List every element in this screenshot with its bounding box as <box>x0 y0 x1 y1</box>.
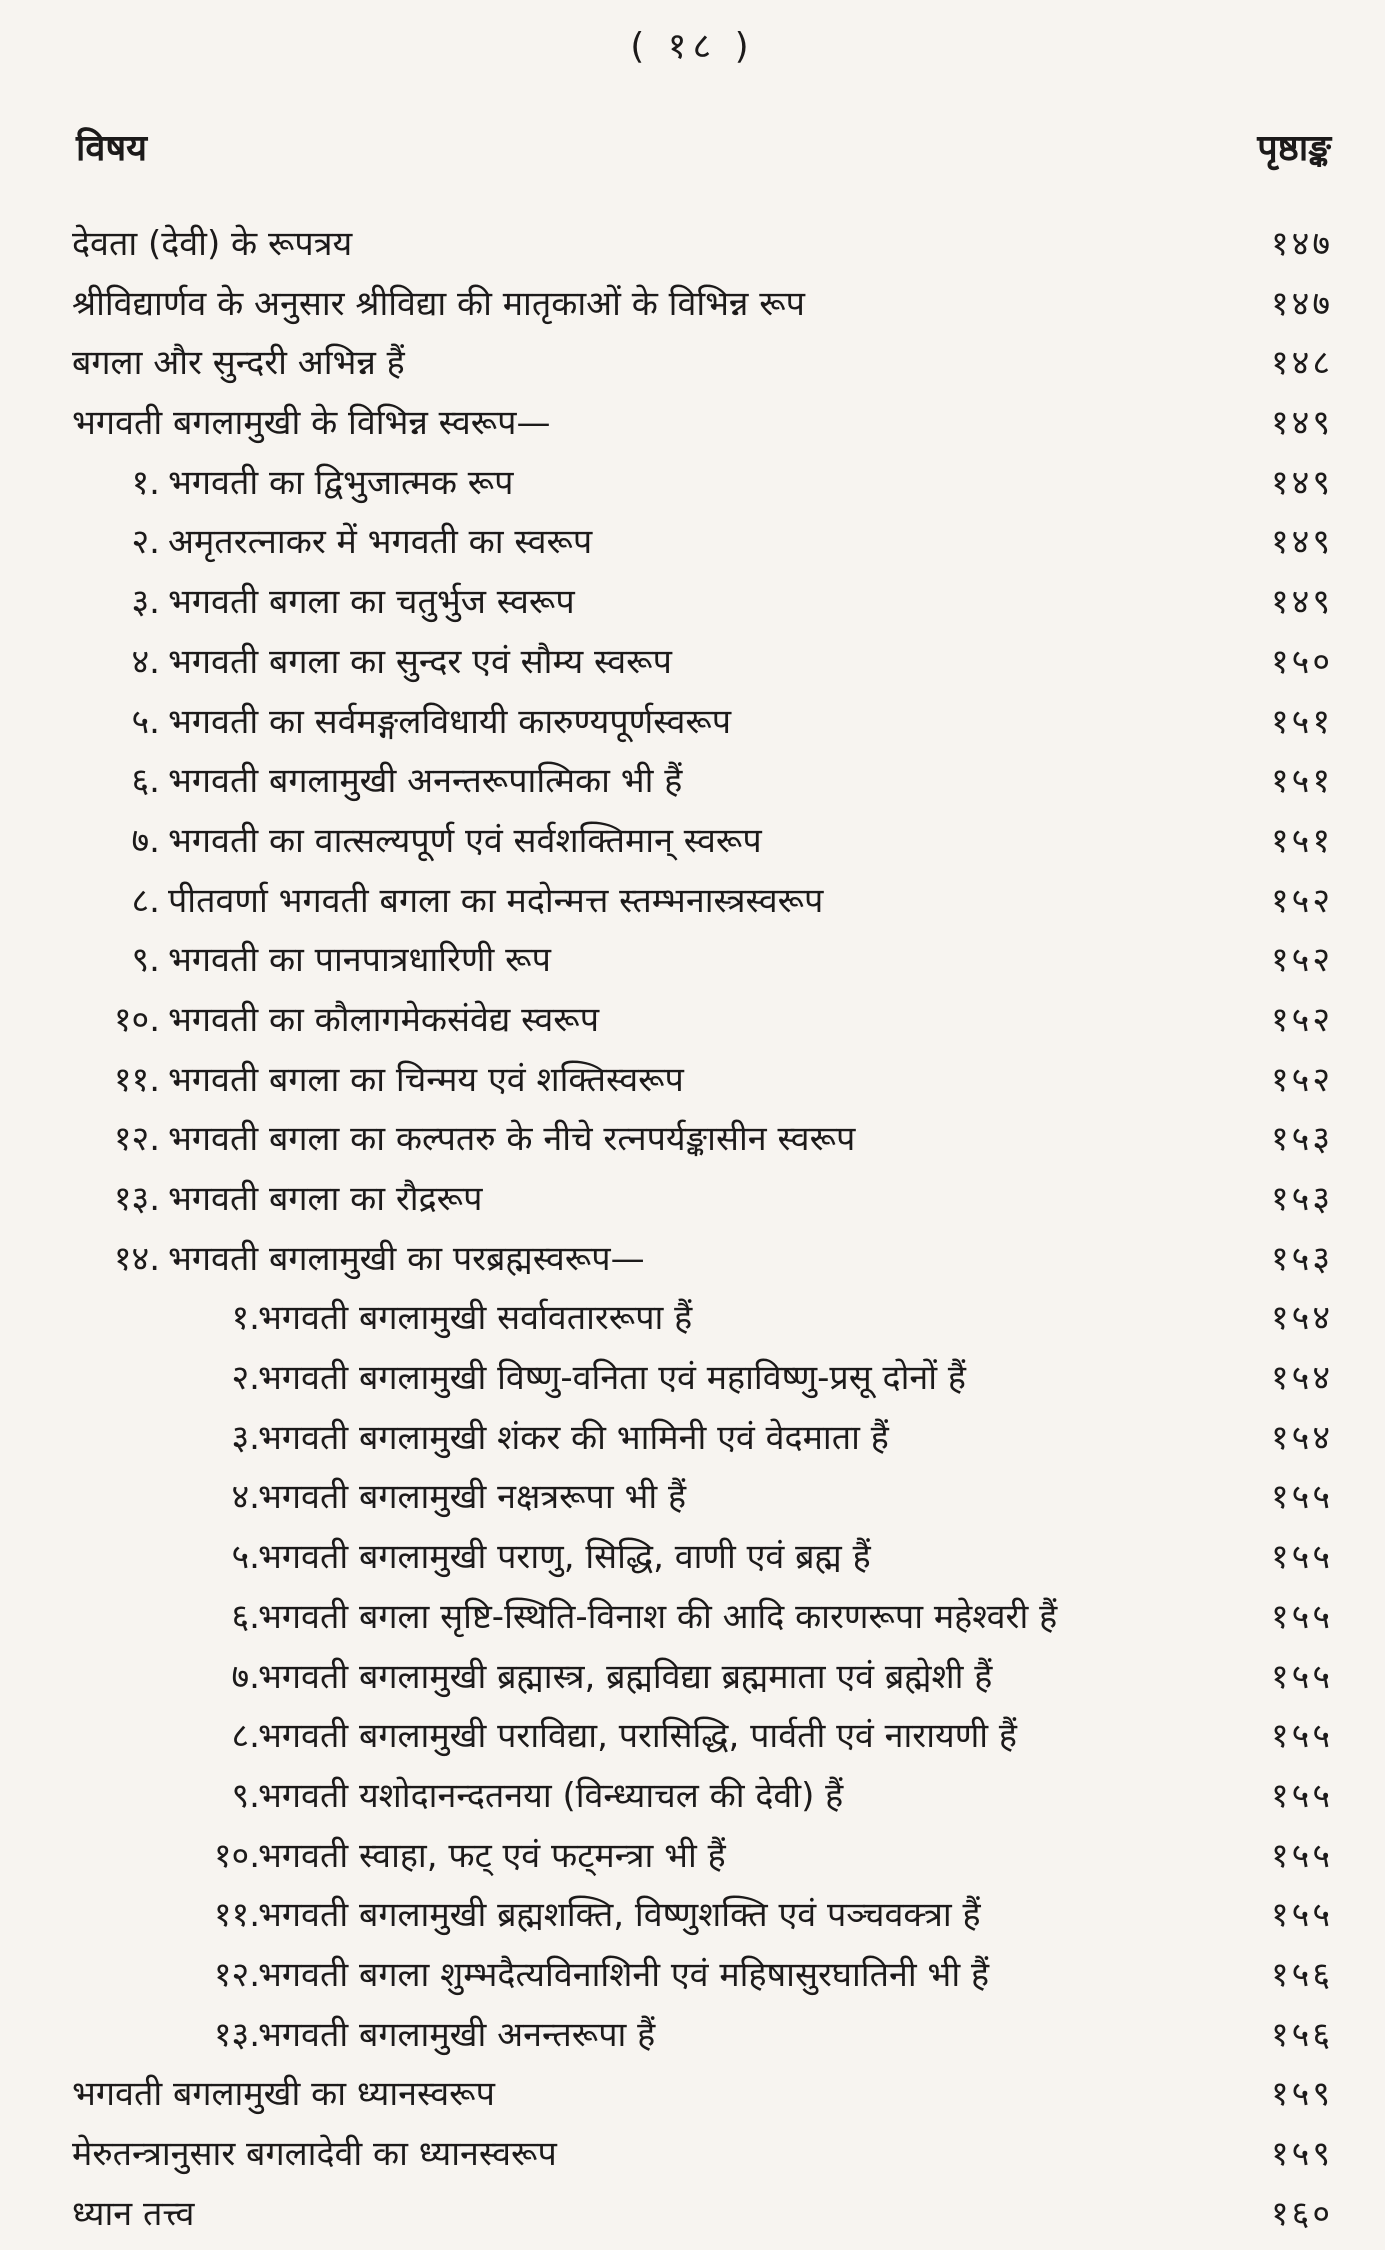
toc-entry-title: भगवती बगला का रौद्ररूप <box>168 1179 483 1219</box>
toc-entry-title: भगवती बगलामुखी के विभिन्न स्वरूप— <box>72 403 551 444</box>
toc-entry-number: ८. <box>131 880 160 921</box>
toc-entry-title: भगवती बगला सृष्टि-स्थिति-विनाश की आदि कारणरूपा महेश्वरी हैं <box>258 1596 1058 1637</box>
toc-entry-title: भगवती बगला शुम्भदैत्यविनाशिनी एवं महिषासुरघातिनी भी हैं <box>258 1954 990 1995</box>
toc-entry-title: भगवती बगलामुखी विष्णु-वनिता एवं महाविष्णु-प्रसू दोनों हैं <box>258 1358 966 1399</box>
toc-entry <box>0 513 1385 573</box>
toc-entry-page: १५४ <box>1270 1358 1333 1399</box>
toc-entry <box>0 872 1385 932</box>
toc-entry-number: ६. <box>231 1596 260 1637</box>
toc-entry-title: भगवती बगलामुखी पराविद्या, परासिद्धि, पार्वती एवं नारायणी हैं <box>258 1716 1017 1757</box>
toc-entry <box>0 752 1385 812</box>
toc-entry-title: अमृतरत्नाकर में भगवती का स्वरूप <box>168 522 593 563</box>
toc-entry-page: १५५ <box>1270 1537 1333 1578</box>
toc-entry-number: १०. <box>113 999 160 1040</box>
toc-entry-title: भगवती का सर्वमङ्गलविधायी कारुण्यपूर्णस्वरूप <box>168 701 732 742</box>
toc-entry <box>0 394 1385 454</box>
toc-entry <box>0 633 1385 693</box>
toc-entry <box>0 1349 1385 1409</box>
toc-entry-title: भगवती बगलामुखी का ध्यानस्वरूप <box>72 2074 495 2115</box>
toc-entry-page: १५९ <box>1270 2134 1333 2174</box>
toc-entry-page: १५२ <box>1270 1059 1333 1100</box>
toc-entry <box>0 1409 1385 1469</box>
toc-entry <box>0 812 1385 872</box>
toc-entry-title: ध्यान तत्त्व <box>72 2193 195 2234</box>
toc-entry-title: भगवती का पानपात्रधारिणी रूप <box>168 940 551 981</box>
toc-entry-page: १५१ <box>1270 701 1333 742</box>
toc-entry-number: ११. <box>113 1059 160 1100</box>
toc-entry-page: १४९ <box>1270 403 1333 444</box>
toc-entry <box>0 1170 1385 1230</box>
toc-entry-page: १५५ <box>1270 1656 1333 1697</box>
toc-entry-title: भगवती बगलामुखी पराणु, सिद्धि, वाणी एवं ब्रह्म हैं <box>258 1537 871 1578</box>
toc-header <box>76 122 1331 172</box>
toc-entry <box>0 1707 1385 1767</box>
toc-entry-number: ११. <box>213 1895 260 1936</box>
toc-entry-number: ६. <box>131 761 160 802</box>
toc-entry-title: भगवती बगलामुखी अनन्तरूपा हैं <box>258 2014 656 2055</box>
toc-entry-title: भगवती बगलामुखी अनन्तरूपात्मिका भी हैं <box>168 761 683 802</box>
toc-entry-number: १३. <box>113 1179 160 1219</box>
toc-entry <box>0 1946 1385 2006</box>
toc-entry-title: श्रीविद्यार्णव के अनुसार श्रीविद्या की मातृकाओं के विभिन्न रूप <box>72 283 805 324</box>
toc-entry <box>0 1289 1385 1349</box>
toc-entry-number: ९. <box>231 1775 260 1816</box>
toc-entry-page: १५१ <box>1270 761 1333 802</box>
toc-entry-title: भगवती बगला का चिन्मय एवं शक्तिस्वरूप <box>168 1059 684 1100</box>
toc-entry-page: १५५ <box>1270 1775 1333 1816</box>
toc-entry <box>0 991 1385 1051</box>
toc-entry-page: १५५ <box>1270 1835 1333 1876</box>
toc-entry-number: ८. <box>231 1716 260 1757</box>
toc-entry <box>0 334 1385 394</box>
toc-entry-number: ५. <box>231 1537 260 1578</box>
toc-entry-page: १५२ <box>1270 940 1333 981</box>
toc-entry-number: १४. <box>113 1238 160 1279</box>
toc-entry <box>0 573 1385 633</box>
toc-entry <box>0 1110 1385 1170</box>
toc-entry <box>0 1767 1385 1827</box>
toc-entry-title: भगवती बगलामुखी नक्षत्ररूपा भी हैं <box>258 1477 687 1518</box>
toc-entry-page: १५४ <box>1270 1417 1333 1458</box>
subject-column-label: विषय <box>76 128 148 169</box>
table-of-contents <box>0 215 1385 2244</box>
toc-entry-page: १५२ <box>1270 880 1333 921</box>
toc-entry <box>0 2006 1385 2066</box>
toc-entry-number: २. <box>131 522 160 563</box>
toc-entry-title: भगवती बगलामुखी सर्वावताररूपा हैं <box>258 1298 693 1339</box>
toc-entry-page: १५६ <box>1270 1954 1333 1995</box>
page-column-label: पृष्ठाङ्क <box>1257 128 1331 169</box>
toc-entry <box>0 1588 1385 1648</box>
toc-entry-title: भगवती यशोदानन्दतनया (विन्ध्याचल की देवी) हैं <box>258 1775 844 1816</box>
toc-entry-page: १६० <box>1270 2193 1333 2234</box>
toc-entry-page: १४९ <box>1270 582 1333 623</box>
toc-entry-number: ५. <box>131 701 160 742</box>
toc-entry-number: ७. <box>231 1656 260 1697</box>
toc-entry-number: १२. <box>113 1119 160 1160</box>
toc-entry-page: १५६ <box>1270 2014 1333 2055</box>
toc-entry-number: १. <box>131 462 160 503</box>
toc-entry <box>0 931 1385 991</box>
toc-entry <box>0 1230 1385 1290</box>
toc-entry-title: पीतवर्णा भगवती बगला का मदोन्मत्त स्तम्भनास्त्रस्वरूप <box>168 880 824 921</box>
toc-entry-page: १४८ <box>1270 343 1333 384</box>
toc-entry <box>0 693 1385 753</box>
toc-entry-number: १. <box>231 1298 260 1339</box>
toc-entry-title: भगवती बगला का कल्पतरु के नीचे रत्नपर्यङ्कासीन स्वरूप <box>168 1119 856 1160</box>
toc-entry-page: १५३ <box>1270 1238 1333 1279</box>
toc-entry-title: भगवती स्वाहा, फट् एवं फट्मन्त्रा भी हैं <box>258 1835 726 1876</box>
toc-entry-title: भगवती बगलामुखी ब्रह्मशक्ति, विष्णुशक्ति एवं पञ्चवक्त्रा हैं <box>258 1895 981 1936</box>
toc-entry <box>0 2125 1385 2185</box>
toc-entry-title: भगवती बगलामुखी शंकर की भामिनी एवं वेदमाता हैं <box>258 1417 889 1458</box>
page-number: ( १८ ) <box>630 26 755 67</box>
toc-entry <box>0 2185 1385 2245</box>
toc-entry-page: १५५ <box>1270 1596 1333 1637</box>
toc-entry-number: ३. <box>231 1417 260 1458</box>
toc-entry-title: भगवती का कौलागमेकसंवेद्य स्वरूप <box>168 999 600 1040</box>
toc-entry-title: बगला और सुन्दरी अभिन्न हैं <box>72 343 405 384</box>
toc-entry-page: १५५ <box>1270 1716 1333 1757</box>
toc-entry-number: २. <box>231 1358 260 1399</box>
toc-entry-number: ४. <box>231 1477 260 1518</box>
toc-entry-title: भगवती बगला का सुन्दर एवं सौम्य स्वरूप <box>168 641 672 682</box>
toc-entry-number: ३. <box>131 582 160 623</box>
toc-entry-number: १३. <box>213 2014 260 2055</box>
toc-entry-title: मेरुतन्त्रानुसार बगलादेवी का ध्यानस्वरूप <box>72 2134 557 2174</box>
toc-entry-title: भगवती का वात्सल्यपूर्ण एवं सर्वशक्तिमान् स्वरूप <box>168 820 762 861</box>
toc-entry <box>0 1051 1385 1111</box>
toc-entry-page: १५५ <box>1270 1477 1333 1518</box>
toc-entry-page: १४९ <box>1270 462 1333 503</box>
toc-entry-page: १५२ <box>1270 999 1333 1040</box>
toc-entry-title: भगवती बगला का चतुर्भुज स्वरूप <box>168 582 575 623</box>
toc-entry-page: १५० <box>1270 641 1333 682</box>
toc-entry-page: १४७ <box>1270 224 1333 264</box>
toc-entry-number: १२. <box>213 1954 260 1995</box>
toc-entry <box>0 1648 1385 1708</box>
toc-entry-page: १५३ <box>1270 1119 1333 1160</box>
toc-entry-number: ४. <box>131 641 160 682</box>
toc-entry <box>0 2065 1385 2125</box>
toc-entry-page: १५४ <box>1270 1298 1333 1339</box>
toc-entry <box>0 1528 1385 1588</box>
toc-entry-page: १५१ <box>1270 820 1333 861</box>
toc-entry-page: १४७ <box>1270 283 1333 324</box>
toc-entry <box>0 1468 1385 1528</box>
toc-entry-title: भगवती बगलामुखी का परब्रह्मस्वरूप— <box>168 1238 645 1279</box>
toc-entry <box>0 275 1385 335</box>
toc-entry <box>0 215 1385 275</box>
toc-entry <box>0 454 1385 514</box>
toc-entry-title: देवता (देवी) के रूपत्रय <box>72 224 353 264</box>
toc-entry-number: ७. <box>131 820 160 861</box>
toc-entry-number: ९. <box>131 940 160 981</box>
toc-entry-page: १५५ <box>1270 1895 1333 1936</box>
toc-entry-title: भगवती का द्विभुजात्मक रूप <box>168 462 514 503</box>
toc-entry-page: १५३ <box>1270 1179 1333 1219</box>
toc-entry-title: भगवती बगलामुखी ब्रह्मास्त्र, ब्रह्मविद्या ब्रह्ममाता एवं ब्रह्मेशी हैं <box>258 1656 993 1697</box>
toc-entry <box>0 1886 1385 1946</box>
toc-entry-number: १०. <box>213 1835 260 1876</box>
toc-entry <box>0 1827 1385 1887</box>
toc-entry-page: १५९ <box>1270 2074 1333 2115</box>
toc-entry-page: १४९ <box>1270 522 1333 563</box>
